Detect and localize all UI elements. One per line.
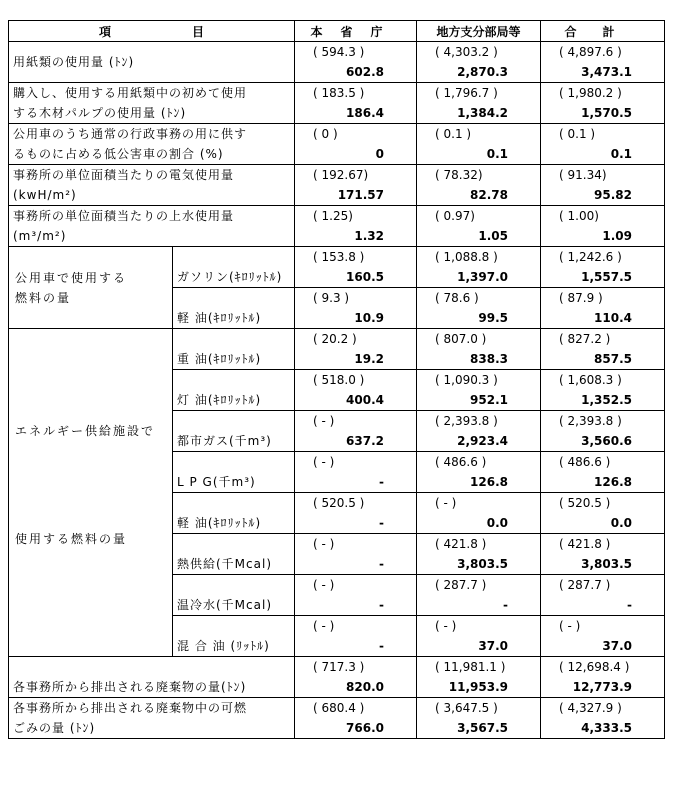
current-year-value: 0.1 [610, 147, 632, 161]
current-year-value: 171.57 [337, 188, 384, 202]
value-cell [417, 329, 541, 370]
current-year-value: 3,473.1 [581, 65, 632, 79]
sub-item-spacer [177, 411, 294, 431]
sub-item-label [173, 493, 295, 534]
current-year-value: - [379, 557, 384, 571]
group-label-line: 公用車で使用する [15, 270, 128, 285]
previous-year-value: ( 0.1 ) [559, 127, 596, 141]
value-cell [295, 534, 417, 575]
row-label-line: する木材パルプの使用量 (ﾄﾝ) [13, 106, 187, 120]
sub-item-text: 都市ガス(千m³) [177, 434, 272, 448]
value-cell [541, 247, 665, 288]
header-col-ministry: 本省庁 [295, 21, 417, 42]
previous-year-value: ( 486.6 ) [559, 455, 611, 469]
current-year-value: - [503, 598, 508, 612]
value-cell [417, 370, 541, 411]
sub-item-label [173, 247, 295, 288]
previous-year-value: ( 520.5 ) [559, 496, 611, 510]
table-row [9, 657, 665, 698]
sub-item-spacer [177, 534, 294, 554]
row-label [9, 657, 295, 698]
row-label-line: 事務所の単位面積当たりの電気使用量 [13, 168, 235, 182]
previous-year-value: ( 12,698.4 ) [559, 660, 630, 674]
table-row [9, 165, 665, 206]
table-row [9, 206, 665, 247]
sub-item-text: 重 油(ｷﾛﾘｯﾄﾙ) [177, 352, 262, 366]
header-item-left: 項 [99, 24, 112, 39]
value-cell [295, 452, 417, 493]
previous-year-value: ( 287.7 ) [559, 578, 611, 592]
value-cell [417, 575, 541, 616]
current-year-value: 3,803.5 [457, 557, 508, 571]
previous-year-value: ( 421.8 ) [435, 537, 487, 551]
current-year-value: 82.78 [470, 188, 508, 202]
current-year-value: 1.09 [602, 229, 632, 243]
previous-year-value: ( 11,981.1 ) [435, 660, 506, 674]
current-year-value: 160.5 [346, 270, 384, 284]
row-label [9, 165, 295, 206]
value-cell [417, 206, 541, 247]
current-year-value: 857.5 [594, 352, 632, 366]
sub-item-text: 灯 油(ｷﾛﾘｯﾄﾙ) [177, 393, 262, 407]
row-label-line: 各事務所から排出される廃棄物中の可燃 [13, 701, 248, 715]
value-cell [541, 42, 665, 83]
row-label-line: 用紙類の使用量 (ﾄﾝ) [13, 55, 135, 69]
previous-year-value: ( - ) [435, 496, 457, 510]
sub-item-text: 温冷水(千Mcal) [177, 598, 273, 612]
current-year-value: 1,397.0 [457, 270, 508, 284]
value-cell [295, 165, 417, 206]
previous-year-value: ( - ) [313, 578, 335, 592]
value-cell [295, 616, 417, 657]
value-cell [541, 124, 665, 165]
sub-item-label [173, 329, 295, 370]
current-year-value: 637.2 [346, 434, 384, 448]
value-cell [417, 698, 541, 739]
previous-year-value: ( 1,796.7 ) [435, 86, 498, 100]
sub-item-label [173, 411, 295, 452]
current-year-value: 95.82 [594, 188, 632, 202]
previous-year-value: ( - ) [435, 619, 457, 633]
previous-year-value: ( 520.5 ) [313, 496, 365, 510]
value-cell [295, 42, 417, 83]
vehicle-fuel-group [9, 247, 173, 329]
value-cell [417, 83, 541, 124]
row-label-line: 各事務所から排出される廃棄物の量(ﾄﾝ) [13, 680, 247, 694]
current-year-value: 110.4 [594, 311, 632, 325]
sub-item-label [173, 575, 295, 616]
value-cell [417, 165, 541, 206]
previous-year-value: ( 0.97) [435, 209, 475, 223]
group-label-top: エネルギー供給施設で [15, 424, 156, 438]
value-cell [417, 124, 541, 165]
header-item [9, 21, 295, 42]
current-year-value: 3,560.6 [581, 434, 632, 448]
value-cell [541, 165, 665, 206]
value-cell [541, 370, 665, 411]
previous-year-value: ( 807.0 ) [435, 332, 487, 346]
current-year-value: 1,570.5 [581, 106, 632, 120]
value-cell [295, 575, 417, 616]
current-year-value: 3,567.5 [457, 721, 508, 735]
current-year-value: 37.0 [602, 639, 632, 653]
current-year-value: 2,870.3 [457, 65, 508, 79]
current-year-value: 186.4 [346, 106, 384, 120]
row-label [9, 698, 295, 739]
previous-year-value: ( - ) [559, 619, 581, 633]
value-cell [417, 42, 541, 83]
value-cell [541, 534, 665, 575]
sub-item-text: 軽 油(ｷﾛﾘｯﾄﾙ) [177, 516, 262, 530]
current-year-value: - [379, 639, 384, 653]
value-cell [417, 288, 541, 329]
value-cell [541, 329, 665, 370]
sub-item-spacer [177, 493, 294, 513]
value-cell [295, 329, 417, 370]
previous-year-value: ( - ) [313, 455, 335, 469]
value-cell [541, 452, 665, 493]
sub-item-spacer [177, 452, 294, 472]
current-year-value: 3,803.5 [581, 557, 632, 571]
current-year-value: 1.05 [478, 229, 508, 243]
row-label [9, 42, 295, 83]
previous-year-value: ( 1.00) [559, 209, 599, 223]
previous-year-value: ( 1.25) [313, 209, 353, 223]
value-cell [295, 370, 417, 411]
current-year-value: 0.0 [486, 516, 508, 530]
sub-item-label [173, 452, 295, 493]
value-cell [295, 657, 417, 698]
row-label-line [13, 657, 294, 677]
previous-year-value: ( 87.9 ) [559, 291, 603, 305]
value-cell [417, 616, 541, 657]
previous-year-value: ( 421.8 ) [559, 537, 611, 551]
fuel-usage-table [8, 20, 665, 739]
previous-year-value: ( 9.3 ) [313, 291, 350, 305]
header-col-total: 合計 [541, 21, 665, 42]
current-year-value: 838.3 [470, 352, 508, 366]
sub-item-text: 熱供給(千Mcal) [177, 557, 273, 571]
previous-year-value: ( 1,980.2 ) [559, 86, 622, 100]
previous-year-value: ( - ) [313, 414, 335, 428]
previous-year-value: ( - ) [313, 619, 335, 633]
previous-year-value: ( 717.3 ) [313, 660, 365, 674]
current-year-value: 11,953.9 [448, 680, 508, 694]
row-label-line: 公用車のうち通常の行政事務の用に供す [13, 127, 248, 141]
value-cell [295, 206, 417, 247]
value-cell [295, 288, 417, 329]
value-cell [541, 411, 665, 452]
value-cell [417, 247, 541, 288]
value-cell [541, 288, 665, 329]
sub-item-text: L P G(千m³) [177, 475, 256, 489]
table-row [9, 698, 665, 739]
value-cell [541, 493, 665, 534]
previous-year-value: ( - ) [313, 537, 335, 551]
table-row [9, 329, 665, 370]
sub-item-spacer [177, 616, 294, 636]
value-cell [541, 616, 665, 657]
value-cell [295, 698, 417, 739]
table-row [9, 83, 665, 124]
sub-item-label [173, 616, 295, 657]
previous-year-value: ( 2,393.8 ) [559, 414, 622, 428]
previous-year-value: ( 486.6 ) [435, 455, 487, 469]
sub-item-spacer [177, 288, 294, 308]
sub-item-spacer [177, 575, 294, 595]
current-year-value: 1,557.5 [581, 270, 632, 284]
current-year-value: 766.0 [346, 721, 384, 735]
value-cell [541, 83, 665, 124]
current-year-value: 0 [375, 147, 384, 161]
header-row [9, 21, 665, 42]
group-label-line: 燃料の量 [15, 290, 72, 305]
previous-year-value: ( 594.3 ) [313, 45, 365, 59]
value-cell [295, 124, 417, 165]
current-year-value: 400.4 [346, 393, 384, 407]
value-cell [541, 657, 665, 698]
value-cell [295, 247, 417, 288]
previous-year-value: ( 78.32) [435, 168, 483, 182]
previous-year-value: ( 192.67) [313, 168, 369, 182]
current-year-value: 1.32 [354, 229, 384, 243]
previous-year-value: ( 1,088.8 ) [435, 250, 498, 264]
sub-item-spacer [177, 247, 294, 267]
value-cell [541, 206, 665, 247]
row-label-line: るものに占める低公害車の割合 (%) [13, 147, 224, 161]
current-year-value: - [379, 475, 384, 489]
previous-year-value: ( 0.1 ) [435, 127, 472, 141]
previous-year-value: ( 1,090.3 ) [435, 373, 498, 387]
previous-year-value: ( 91.34) [559, 168, 607, 182]
value-cell [417, 452, 541, 493]
value-cell [417, 411, 541, 452]
previous-year-value: ( 0 ) [313, 127, 338, 141]
sub-item-label [173, 288, 295, 329]
row-label-line: 購入し、使用する用紙類中の初めて使用 [13, 86, 248, 100]
previous-year-value: ( 153.8 ) [313, 250, 365, 264]
sub-item-text: 軽 油(ｷﾛﾘｯﾄﾙ) [177, 311, 262, 325]
current-year-value: 0.1 [486, 147, 508, 161]
energy-fuel-group [9, 329, 173, 657]
row-label-line: 事務所の単位面積当たりの上水使用量 [13, 209, 235, 223]
current-year-value: 820.0 [346, 680, 384, 694]
sub-item-label [173, 370, 295, 411]
previous-year-value: ( 1,608.3 ) [559, 373, 622, 387]
current-year-value: 2,923.4 [457, 434, 508, 448]
sub-item-spacer [177, 370, 294, 390]
previous-year-value: ( 2,393.8 ) [435, 414, 498, 428]
current-year-value: 126.8 [594, 475, 632, 489]
current-year-value: 19.2 [354, 352, 384, 366]
table-row [9, 247, 665, 288]
previous-year-value: ( 680.4 ) [313, 701, 365, 715]
header-item-right: 目 [191, 24, 204, 39]
current-year-value: - [627, 598, 632, 612]
table-row [9, 124, 665, 165]
row-label-line: (m³/m²) [13, 229, 67, 243]
previous-year-value: ( 287.7 ) [435, 578, 487, 592]
previous-year-value: ( 4,303.2 ) [435, 45, 498, 59]
row-label [9, 124, 295, 165]
current-year-value: 126.8 [470, 475, 508, 489]
current-year-value: 10.9 [354, 311, 384, 325]
current-year-value: 1,384.2 [457, 106, 508, 120]
current-year-value: 952.1 [470, 393, 508, 407]
sub-item-text: ガソリン(ｷﾛﾘｯﾄﾙ) [177, 270, 283, 284]
current-year-value: 12,773.9 [572, 680, 632, 694]
value-cell [541, 698, 665, 739]
row-label [9, 206, 295, 247]
current-year-value: 4,333.5 [581, 721, 632, 735]
sub-item-text: 混 合 油 (ﾘｯﾄﾙ) [177, 639, 270, 653]
current-year-value: 1,352.5 [581, 393, 632, 407]
value-cell [295, 411, 417, 452]
current-year-value: 0.0 [610, 516, 632, 530]
value-cell [417, 534, 541, 575]
value-cell [417, 657, 541, 698]
current-year-value: 37.0 [478, 639, 508, 653]
value-cell [541, 575, 665, 616]
previous-year-value: ( 827.2 ) [559, 332, 611, 346]
previous-year-value: ( 1,242.6 ) [559, 250, 622, 264]
current-year-value: 99.5 [478, 311, 508, 325]
previous-year-value: ( 4,897.6 ) [559, 45, 622, 59]
previous-year-value: ( 518.0 ) [313, 373, 365, 387]
table-row [9, 42, 665, 83]
previous-year-value: ( 3,647.5 ) [435, 701, 498, 715]
current-year-value: - [379, 516, 384, 530]
group-label-bottom: 使用する燃料の量 [15, 532, 128, 546]
value-cell [295, 493, 417, 534]
row-label-line: (kwH/m²) [13, 188, 77, 202]
value-cell [417, 493, 541, 534]
previous-year-value: ( 4,327.9 ) [559, 701, 622, 715]
sub-item-spacer [177, 329, 294, 349]
previous-year-value: ( 20.2 ) [313, 332, 357, 346]
row-label-line: ごみの量 (ﾄﾝ) [13, 721, 96, 735]
previous-year-value: ( 183.5 ) [313, 86, 365, 100]
current-year-value: 602.8 [346, 65, 384, 79]
sub-item-label [173, 534, 295, 575]
current-year-value: - [379, 598, 384, 612]
value-cell [295, 83, 417, 124]
row-label [9, 83, 295, 124]
header-col-regional: 地方支分部局等 [417, 21, 541, 42]
previous-year-value: ( 78.6 ) [435, 291, 479, 305]
